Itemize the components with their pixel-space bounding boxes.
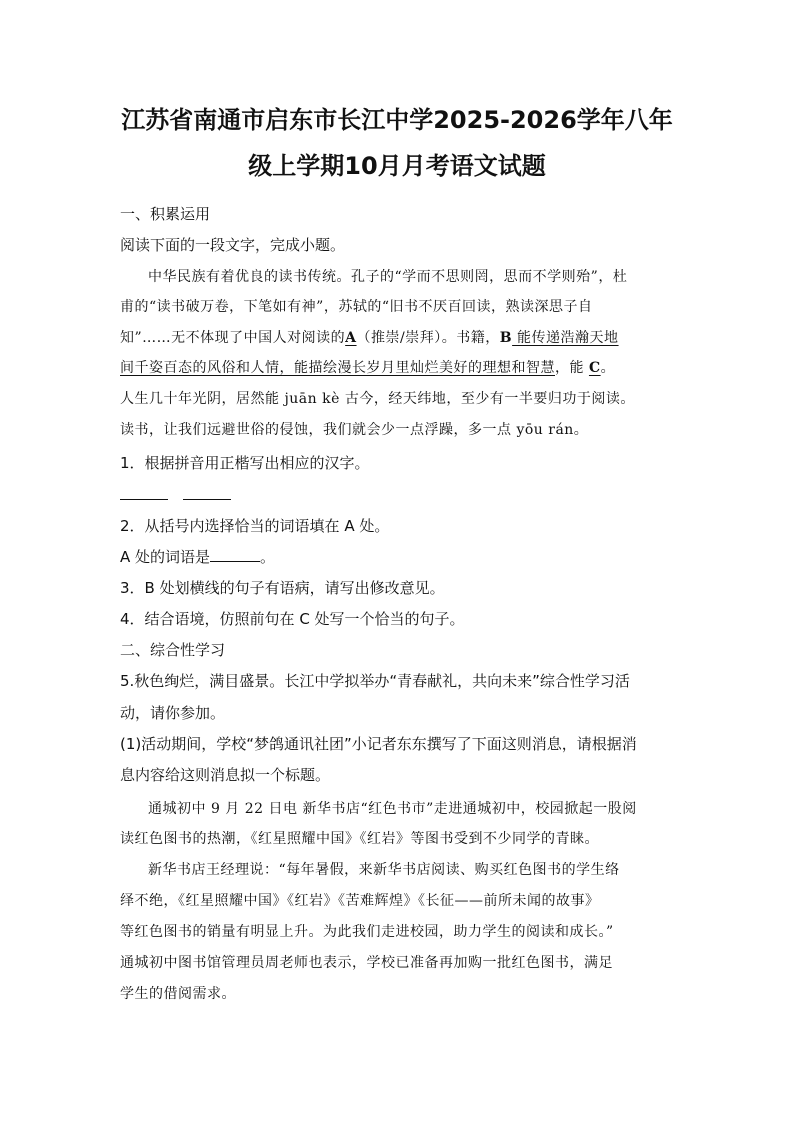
news-line-2: 读红色图书的热潮，《红星照耀中国》《红岩》等图书受到不少同学的青睐。 (120, 831, 599, 847)
question-5-1-line-2: 息内容给这则消息拟一个标题。 (120, 766, 331, 784)
underlined-sentence-b: 间千姿百态的风俗和人情，能描绘漫长岁月里灿烂美好的理想和智慧 (120, 360, 555, 376)
answer-suffix: 。 (260, 548, 276, 566)
passage-line-6: 读书，让我们远避世俗的侵蚀，我们就会少一点浮躁，多一点 yōu rán。 (120, 422, 589, 438)
answer-blank[interactable] (210, 547, 260, 562)
marker-b: B (499, 330, 513, 346)
passage-line-4 (120, 357, 615, 379)
passage-text: ，能 (555, 360, 589, 376)
question-5-line-1: 5.秋色绚烂，满目盛景。长江中学拟举办“青春献礼，共向未来”综合性学习活 (120, 672, 630, 690)
question-1: 1．根据拼音用正楷写出相应的汉字。 (120, 454, 370, 472)
passage-text: （推崇/崇拜）。书籍， (356, 330, 500, 346)
answer-prefix: A 处的词语是 (120, 548, 211, 566)
passage-line-1: 中华民族有着优良的读书传统。孔子的“学而不思则罔，思而不学则殆”，杜 (148, 269, 628, 285)
answer-blanks-q1 (120, 484, 231, 506)
news-line-1: 通城初中 9 月 22 日电 新华书店“红色书市”走进通城初中，校园掀起一股阅 (148, 801, 637, 817)
question-5-line-2: 动，请你参加。 (120, 704, 226, 722)
answer-blank[interactable] (120, 485, 168, 500)
question-2: 2．从括号内选择恰当的词语填在 A 处。 (120, 517, 390, 535)
section1-instruction: 阅读下面的一段文字，完成小题。 (120, 236, 346, 254)
news-line-4: 绎不绝，《红星照耀中国》《红岩》《苦难辉煌》《长征——前所未闻的故事》 (120, 893, 600, 909)
question-2-answer (120, 546, 275, 568)
underlined-sentence-b: 能传递浩瀚天地 (512, 330, 619, 346)
passage-text: 知”……无不体现了中国人对阅读的 (120, 330, 346, 346)
marker-c: C (588, 360, 601, 376)
passage-line-5: 人生几十年光阴，居然能 juān kè 古今，经天纬地，至少有一半要归功于阅读。 (120, 391, 635, 407)
news-line-5: 等红色图书的销量有明显上升。为此我们走进校园，助力学生的阅读和成长。” (120, 924, 614, 940)
news-line-7: 学生的借阅需求。 (120, 986, 236, 1002)
passage-text: 。 (600, 360, 616, 376)
question-3: 3．B 处划横线的句子有语病，请写出修改意见。 (120, 579, 445, 597)
passage-line-2: 甫的“读书破万卷，下笔如有神”，苏轼的“旧书不厌百回读，熟读深思子自 (120, 299, 593, 315)
news-line-6: 通城初中图书馆管理员周老师也表示，学校已准备再加购一批红色图书，满足 (120, 955, 613, 971)
question-4: 4．结合语境，仿照前句在 C 处写一个恰当的句子。 (120, 610, 465, 628)
answer-blank[interactable] (183, 485, 231, 500)
marker-a: A (345, 330, 357, 346)
passage-line-3 (120, 327, 619, 349)
question-5-1-line-1: (1)活动期间，学校“梦鸽通讯社团”小记者东东撰写了下面这则消息，请根据消 (120, 735, 637, 753)
page-title-line1: 江苏省南通市启东市长江中学2025-2026学年八年 (121, 106, 673, 134)
section2-heading: 二、综合性学习 (120, 641, 226, 659)
page-title-line2: 级上学期10月月考语文试题 (248, 152, 546, 180)
news-line-3: 新华书店王经理说：“每年暑假，来新华书店阅读、购买红色图书的学生络 (148, 862, 620, 878)
section1-heading: 一、积累运用 (120, 205, 211, 223)
